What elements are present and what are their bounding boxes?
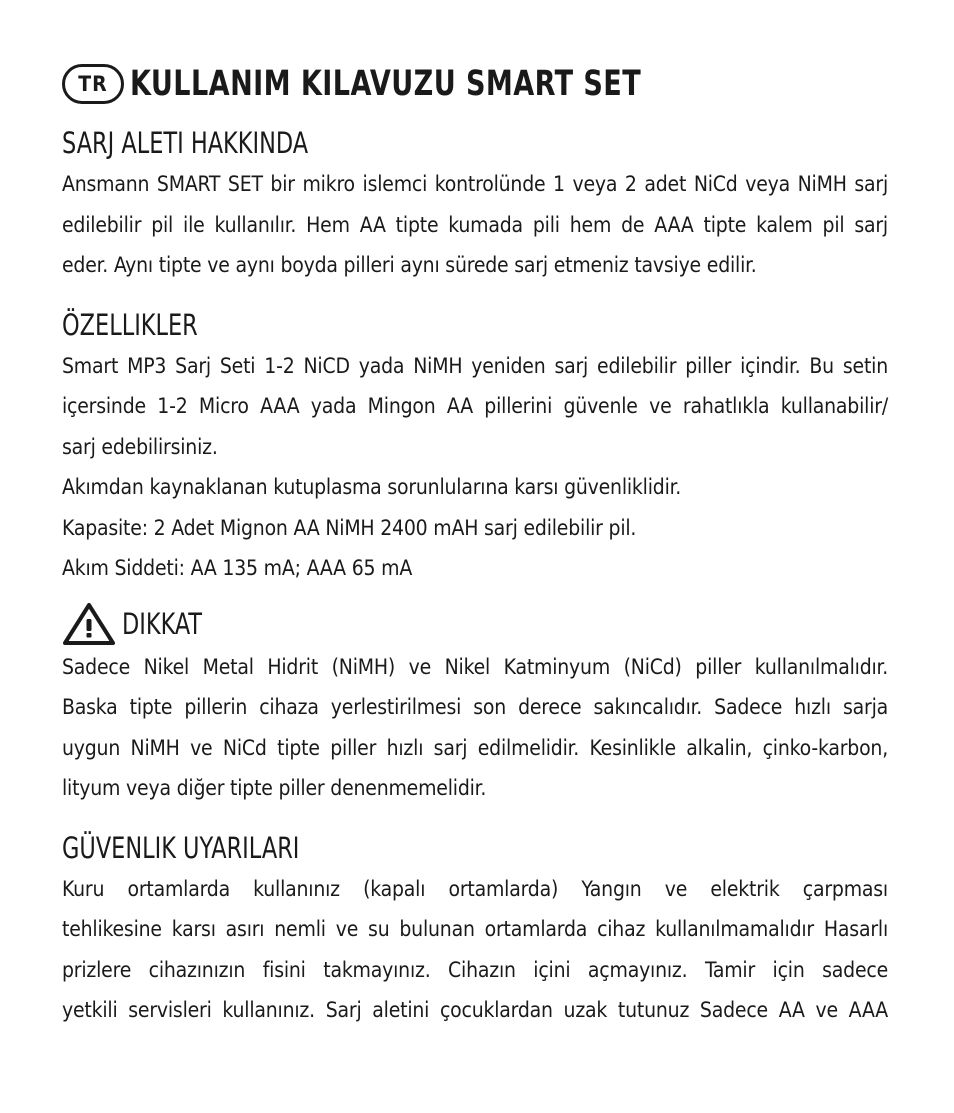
text-line: sarj edebilirsiniz. bbox=[62, 434, 218, 459]
text-line: Ansmann SMART SET bir mikro islemci kontrolünde 1 veya 2 adet NiCd veya NiMH sarj bbox=[62, 172, 888, 196]
text-line: prizlere cihazınızın fisini takmayınız. Cihazın içini açmayınız. Tamir için sadece bbox=[62, 957, 888, 982]
section-heading-features: ÖZELLIKLER bbox=[62, 307, 198, 342]
section-body-about-charger bbox=[62, 164, 888, 286]
title-row bbox=[62, 58, 888, 110]
warning-triangle-icon bbox=[62, 602, 116, 646]
section-heading-caution: DIKKAT bbox=[122, 606, 202, 641]
text-line: lityum veya diğer tipte piller denenmemelidir. bbox=[62, 776, 487, 800]
text-line: uygun NiMH ve NiCd tipte piller hızlı sarj edilmelidir. Kesinlikle alkalin, çinko-karbon, bbox=[62, 735, 888, 760]
text-line: Kapasite: 2 Adet Mignon AA NiMH 2400 mAH sarj edilebilir pil. bbox=[62, 515, 637, 540]
text-line: tehlikesine karsı asırı nemli ve su bulunan ortamlarda cihaz kullanılmamalıdır Hasarlı bbox=[62, 917, 888, 941]
section-heading-safety: GÜVENLIK UYARILARI bbox=[62, 830, 300, 865]
language-badge: TR bbox=[62, 64, 124, 104]
section-body-safety bbox=[62, 869, 888, 1031]
text-line: eder. Aynı tipte ve aynı boyda pilleri aynı sürede sarj etmeniz tavsiye edilir. bbox=[62, 253, 757, 277]
text-line: Baska tipte pillerin cihaza yerlestirilmesi son derece sakıncalıdır. Sadece hızlı sarja bbox=[62, 695, 888, 719]
text-line: Kuru ortamlarda kullanınız (kapalı ortamlarda) Yangın ve elektrik çarpması bbox=[62, 876, 888, 901]
section-body-features bbox=[62, 346, 888, 589]
text-line: edilebilir pil ile kullanılır. Hem AA tipte kumada pili hem de AAA tipte kalem pil sarj bbox=[62, 212, 888, 237]
text-line: yetkili servisleri kullanınız. Sarj aletini çocuklardan uzak tutunuz Sadece AA ve AAA bbox=[62, 998, 888, 1022]
manual-page bbox=[62, 58, 888, 1031]
page-title: KULLANIM KILAVUZU SMART SET bbox=[130, 64, 642, 104]
warning-heading-row bbox=[62, 601, 888, 647]
text-line: Sadece Nikel Metal Hidrit (NiMH) ve Nikel Katminyum (NiCd) piller kullanılmalıdır. bbox=[62, 654, 888, 679]
text-line: Akım Siddeti: AA 135 mA; AAA 65 mA bbox=[62, 556, 413, 580]
text-line: Akımdan kaynaklanan kutuplasma sorunlularına karsı güvenliklidir. bbox=[62, 475, 682, 499]
text-line: içersinde 1-2 Micro AAA yada Mingon AA pillerini güvenle ve rahatlıkla kullanabilir/ bbox=[62, 394, 888, 418]
section-body-caution bbox=[62, 647, 888, 809]
text-line: Smart MP3 Sarj Seti 1-2 NiCD yada NiMH yeniden sarj edilebilir piller içindir. Bu setin bbox=[62, 353, 888, 378]
section-heading-about-charger: SARJ ALETI HAKKINDA bbox=[62, 126, 309, 160]
